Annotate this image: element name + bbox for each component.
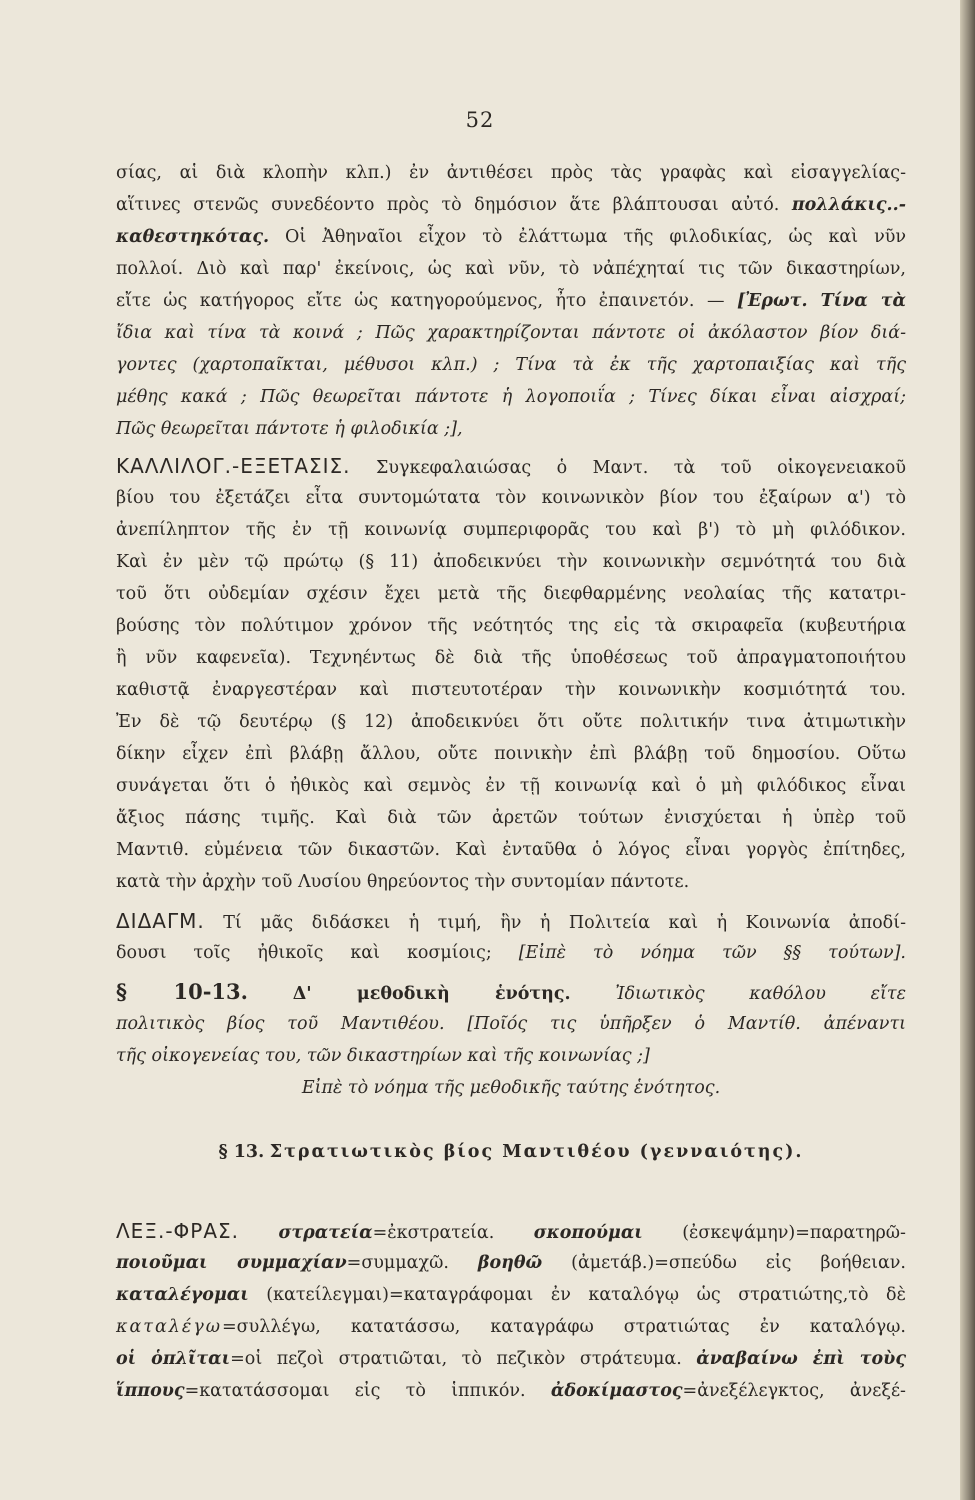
text-line: εἴτε ὡς κατήγορος εἴτε ὡς κατηγορούμενος, ἦτο ἐπαινετόν. — [Ἐρωτ. Τίνα τὰ (116, 291, 906, 311)
section-number: § 13. (218, 1142, 265, 1162)
vocabulary-line: οἱ ὁπλῖται=οἱ πεζοὶ στρατιῶται, τὸ πεζικὸν στράτευμα. ἀναβαίνω ἐπὶ τοὺς (116, 1349, 906, 1369)
section-heading-line: ΚΑΛΛΙΛΟΓ.-ΕΞΕΤΑΣΙΣ. Συγκεφαλαιώσας ὁ Μαντ. τὰ τοῦ οἰκογενειακοῦ (116, 454, 906, 478)
question-line: Πῶς θεωρεῖται πάντοτε ἡ φιλοδικία ;], (116, 419, 463, 439)
section-title: Στρατιωτικὸς βίος Μαντιθέου (γενναιότης). (269, 1142, 804, 1162)
didagma-heading: ΔΙΔΑΓΜ. (116, 909, 205, 933)
text-line: ἀνεπίληπτον τῆς ἐν τῇ κοινωνίᾳ συμπεριφορᾶς του καὶ β') τὸ μὴ φιλόδικον. (116, 520, 906, 540)
text-line: βούσης τὸν πολύτιμον χρόνον τῆς νεότητός της εἰς τὰ σκιραφεῖα (κυβευτήρια (116, 616, 906, 636)
text-line: Ἐν δὲ τῷ δευτέρῳ (§ 12) ἀποδεικνύει ὅτι οὔτε πολιτικήν τινα ἀτιμωτικὴν (116, 712, 906, 732)
page-number: 52 (465, 108, 495, 132)
text-line: αἵτινες στενῶς συνεδέοντο πρὸς τὸ δημόσιον ἅτε βλάπτουσαι αὐτό. πολλάκις..- (116, 195, 906, 215)
question-line: γοντες (χαρτοπαῖκται, μέθυσοι κλπ.) ; Τίνα τὰ ἐκ τῆς χαρτοπαιξίας καὶ τῆς (116, 355, 906, 375)
text-line: βίου του ἐξετάζει εἶτα συντομώτατα τὸν κοινωνικὸν βίον του ἐξαίρων α') τὸ (116, 488, 906, 508)
text-line: πολλοί. Διὸ καὶ παρ' ἐκείνοις, ὡς καὶ νῦν, τὸ νἀπέχηταί τις τῶν δικαστηρίων, (116, 259, 906, 279)
lexeis-heading: ΛΕΞ.-ΦΡΑΣ. (116, 1219, 240, 1243)
section-heading-line (116, 1136, 906, 1168)
text-line: πολιτικὸς βίος τοῦ Μαντιθέου. [Ποῖός τις ὑπῆρξεν ὁ Μαντίθ. ἀπέναντι (116, 1014, 906, 1034)
text-line: τοῦ ὅτι οὐδεμίαν σχέσιν ἔχει μετὰ τῆς διεφθαρμένης νεολαίας τῆς κατατρι- (116, 584, 906, 604)
text-line: δουσι τοῖς ἠθικοῖς καὶ κοσμίοις; [Εἰπὲ τὸ νόημα τῶν §§ τούτων]. (116, 943, 906, 963)
text-line: καθεστηκότας. Οἱ Ἀθηναῖοι εἶχον τὸ ἐλάττωμα τῆς φιλοδικίας, ὡς καὶ νῦν (116, 227, 906, 247)
vocabulary-line: ΛΕΞ.-ΦΡΑΣ. στρατεία=ἐκστρατεία. σκοπούμαι (ἐσκεψάμην)=παρατηρῶ- (116, 1219, 906, 1243)
question-line: Εἰπὲ τὸ νόημα τῆς μεθοδικῆς ταύτης ἑνότητος. (301, 1078, 721, 1098)
text-line: δίκην εἶχεν ἐπὶ βλάβῃ ἄλλου, οὔτε ποινικὴν ἐπὶ βλάβῃ τοῦ δημοσίου. Οὕτω (116, 744, 906, 764)
text-line: καθιστᾷ ἐναργεστέραν καὶ πιστευτοτέραν τὴν κοινωνικὴν κοσμιότητά του. (116, 680, 906, 700)
text-line: Καὶ ἐν μὲν τῷ πρώτῳ (§ 11) ἀποδεικνύει τὴν κοινωνικὴν σεμνότητά του διὰ (116, 552, 906, 572)
text-line: κατὰ τὴν ἀρχὴν τοῦ Λυσίου θηρεύοντος τὴν συντομίαν πάντοτε. (116, 872, 690, 892)
text-line: ἢ νῦν καφενεῖα). Τεχνηέντως δὲ διὰ τῆς ὑποθέσεως τοῦ ἀπραγματοποιήτου (116, 648, 906, 668)
text-line: ἄξιος πάσης τιμῆς. Καὶ διὰ τῶν ἀρετῶν τούτων ἐνισχύεται ἡ ὑπὲρ τοῦ (116, 808, 906, 828)
question-line: τῆς οἰκογενείας του, τῶν δικαστηρίων καὶ τῆς κοινωνίας ;] (116, 1046, 650, 1066)
section-heading-line: § 10-13. Δ' μεθοδικὴ ἑνότης. Ἰδιωτικὸς καθόλου εἴτε (116, 979, 906, 1004)
section-number: § 10-13. (116, 979, 248, 1004)
vocabulary-line: ποιοῦμαι συμμαχίαν=συμμαχῶ. βοηθῶ (ἀμετάβ.)=σπεύδω εἰς βοήθειαν. (116, 1253, 906, 1273)
text-line: σίας, αἱ διὰ κλοπὴν κλπ.) ἐν ἀντιθέσει πρὸς τὰς γραφὰς καὶ εἰσαγγελίας- (116, 163, 906, 183)
section-heading-line: ΔΙΔΑΓΜ. Τί μᾶς διδάσκει ἡ τιμή, ἣν ἡ Πολιτεία καὶ ἡ Κοινωνία ἀποδί- (116, 909, 906, 933)
page-edge (960, 0, 975, 1500)
text-line: Μαντιθ. εὐμένεια τῶν δικαστῶν. Καὶ ἐνταῦθα ὁ λόγος εἶναι γοργὸς ἐπίτηδες, (116, 840, 906, 860)
question-line: μέθης κακά ; Πῶς θεωρεῖται πάντοτε ἡ λογοποιΐα ; Τίνες δίκαι εἶναι αἰσχραί; (116, 387, 906, 407)
vocabulary-line: καταλέγομαι (κατείλεγμαι)=καταγράφομαι ἐν καταλόγῳ ὡς στρατιώτης,τὸ δὲ (116, 1285, 906, 1305)
unit-title: Δ' μεθοδικὴ ἑνότης. (292, 984, 571, 1004)
vocabulary-line: ἵππους=κατατάσσομαι εἰς τὸ ἱππικόν. ἀδοκίμαστος=ἀνεξέλεγκτος, ἀνεξέ- (116, 1381, 906, 1401)
kalliloglia-heading: ΚΑΛΛΙΛΟΓ.-ΕΞΕΤΑΣΙΣ. (116, 454, 351, 478)
text-line: συνάγεται ὅτι ὁ ἠθικὸς καὶ σεμνὸς ἐν τῇ κοινωνίᾳ καὶ ὁ μὴ φιλόδικος εἶναι (116, 776, 906, 796)
vocabulary-line: καταλέγω=συλλέγω, κατατάσσω, καταγράφω στρατιώτας ἐν καταλόγῳ. (116, 1317, 906, 1337)
question-line: ἴδια καὶ τίνα τὰ κοινά ; Πῶς χαρακτηρίζονται πάντοτε οἱ ἀκόλαστον βίον διά- (116, 323, 906, 343)
